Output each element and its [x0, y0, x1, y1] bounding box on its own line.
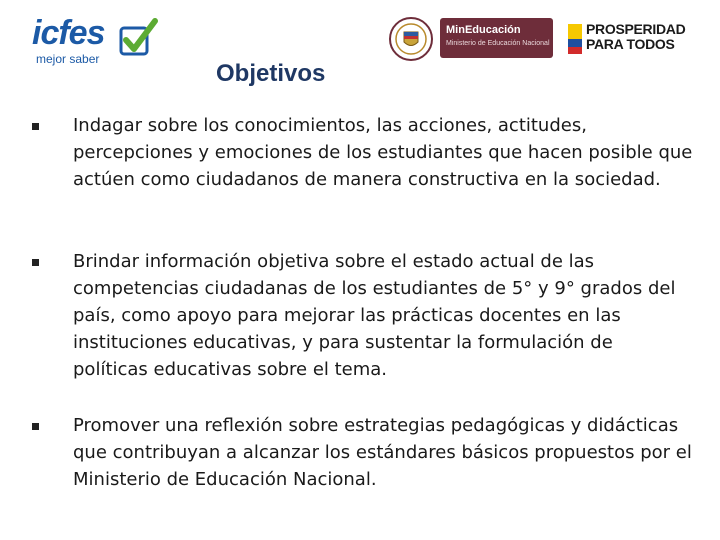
bullet-icon: [32, 123, 39, 130]
prosperidad-text: [586, 22, 685, 52]
checkmark-icon: [118, 18, 158, 58]
objective-text: Indagar sobre los conocimientos, las acciones, actitudes, percepciones y emociones de los estudiantes que hacen posible que actúen como ciudadanos de manera constructiva en la sociedad.: [73, 115, 693, 190]
objective-text: Brindar información objetiva sobre el estado actual de las competencias ciudadanas de los estudiantes de 5° y 9° grados del país, como apoyo para mejorar las prácticas docentes en las instituciones educativas, y para sustentar la formulación de políticas educativas sobre el tema.: [73, 251, 676, 380]
mineducacion-title: MinEducación: [446, 24, 521, 36]
icfes-tagline: mejor saber: [36, 52, 100, 66]
mineducacion-subtitle: Ministerio de Educación Nacional: [446, 40, 550, 47]
bullet-icon: [32, 259, 39, 266]
icfes-logo: [30, 14, 160, 66]
prosperidad-logo: [568, 22, 698, 56]
header-logos: [0, 0, 720, 100]
objective-text: Promover una reflexión sobre estrategias pedagógicas y didácticas que contribuyan a alcanzar los estándares básicos propuestos por el Ministerio de Educación Nacional.: [73, 415, 692, 490]
icfes-wordmark: icfes: [32, 14, 105, 52]
colombia-flag-icon: [568, 24, 582, 54]
mineducacion-logo: [440, 18, 553, 58]
page-title: Objetivos: [216, 60, 326, 87]
prosperidad-line2: PARA TODOS: [586, 36, 675, 52]
prosperidad-line1: PROSPERIDAD: [586, 21, 686, 37]
colombia-coat-of-arms-icon: [388, 16, 434, 62]
bullet-icon: [32, 423, 39, 430]
